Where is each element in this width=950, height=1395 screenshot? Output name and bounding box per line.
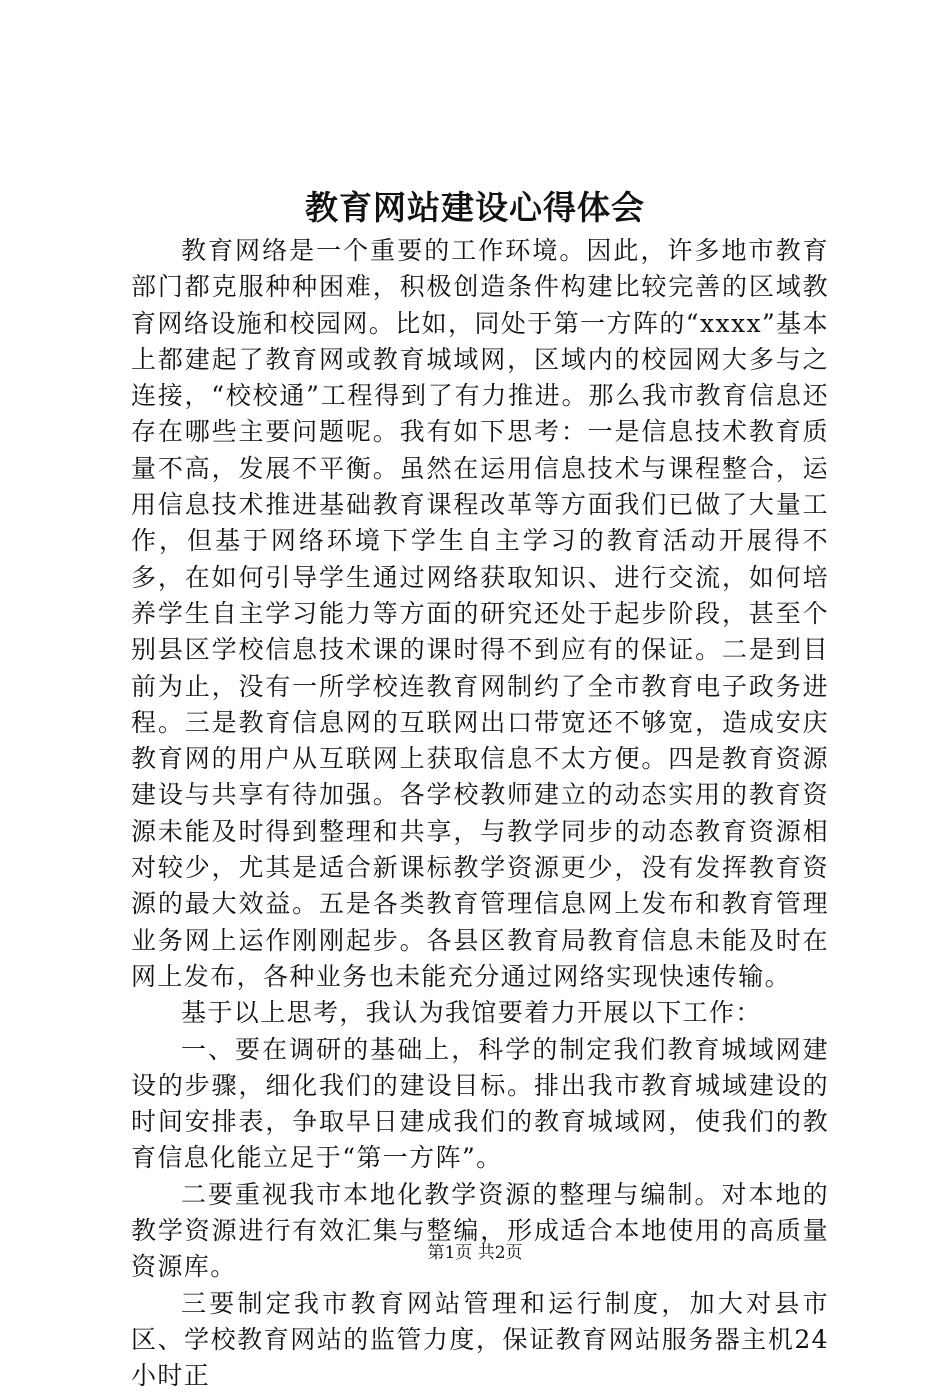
document-title: 教育网站建设心得体会 bbox=[305, 188, 645, 227]
paragraph-5: 三要制定我市教育网站管理和运行制度，加大对县市区、学校教育网站的监管力度，保证教育网站服务器主机24小时正 bbox=[131, 1288, 829, 1391]
paragraph-1: 教育网络是一个重要的工作环境。因此，许多地市教育部门都克服种种困难，积极创造条件构建比较完善的区域教育网络设施和校园网。比如，同处于第一方阵的“xxxx”基本上都建起了教育网或教育城域网，区域内的校园网大多与之连接，“校校通”工程得到了有力推进。那么我市教育信息还存在哪些主要问题呢。我有如下思考：一是信息技术教育质量不高，发展不平衡。虽然在运用信息技术与课程整合，运用信息技术推进基础教育课程改革等方面我们已做了大量工作，但基于网络环境下学生自主学习的教育活动开展得不多，在如何引导学生通过网络获取知识、进行交流，如何培养学生自主学习能力等方面的研究还处于起步阶段，甚至个别县区学校信息技术课的课时得不到应有的保证。二是到目前为止，没有一所学校连教育网制约了全市教育电子政务进程。三是教育信息网的互联网出口带宽还不够宽，造成安庆教育网的用户从互联网上获取信息不太方便。四是教育资源建设与共享有待加强。各学校教师建立的动态实用的教育资源未能及时得到整理和共享，与教学同步的动态教育资源相对较少，尤其是适合新课标教学资源更少，没有发挥教育资源的最大效益。五是各类教育管理信息网上发布和教育管理业务网上运作刚刚起步。各县区教育局教育信息未能及时在网上发布，各种业务也未能充分通过网络实现快速传输。 bbox=[131, 236, 829, 991]
paragraph-4: 二要重视我市本地化教学资源的整理与编制。对本地的教学资源进行有效汇集与整编，形成适合本地使用的高质量资源库。 bbox=[131, 1179, 829, 1282]
paragraph-3: 一、要在调研的基础上，科学的制定我们教育城域网建设的步骤，细化我们的建设目标。排出我市教育城域建设的时间安排表，争取早日建成我们的教育城域网，使我们的教育信息化能立足于“第一方阵”。 bbox=[131, 1034, 829, 1173]
document-body bbox=[131, 233, 829, 1395]
paragraph-2: 基于以上思考，我认为我馆要着力开展以下工作： bbox=[181, 998, 762, 1028]
page-number-footer: 第1页 共2页 bbox=[427, 1243, 523, 1263]
